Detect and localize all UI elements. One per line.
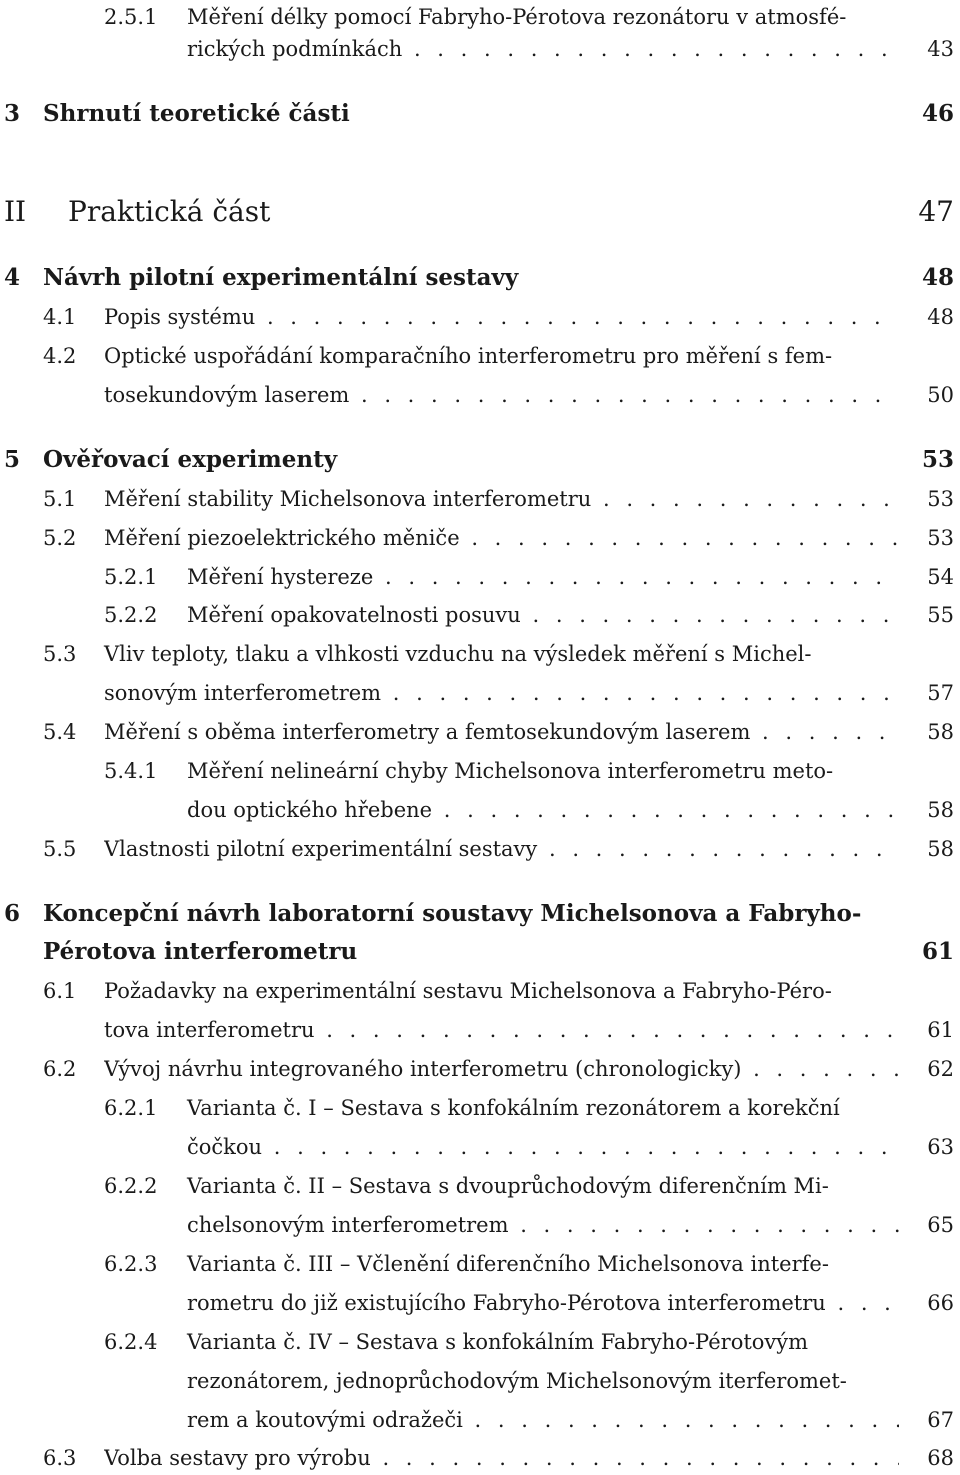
toc-entry-subsection[interactable]	[0, 598, 960, 632]
toc-entry-chapter[interactable]	[0, 261, 960, 295]
entry-page: 61	[927, 1018, 954, 1042]
entry-title: Popis systému . . .	[104, 300, 899, 334]
toc-entry-continuation[interactable]	[0, 1403, 960, 1437]
entry-title: Praktická část	[68, 195, 271, 228]
toc-entry-continuation[interactable]	[0, 1208, 960, 1242]
toc-entry-section[interactable]	[0, 482, 960, 516]
toc-entry-section[interactable]	[0, 974, 960, 1008]
entry-title: rem a koutovými odražeči . . .	[187, 1403, 899, 1437]
entry-page: 65	[927, 1213, 954, 1237]
entry-page: 54	[927, 565, 954, 589]
toc-entry-subsection[interactable]	[0, 1325, 960, 1359]
entry-number: 5.2.2	[104, 603, 158, 627]
toc-entry-continuation[interactable]	[0, 1013, 960, 1047]
entry-page: 58	[927, 798, 954, 822]
entry-page: 53	[927, 487, 954, 511]
toc-entry-continuation[interactable]	[0, 32, 960, 66]
entry-number: 6.1	[43, 979, 77, 1003]
toc-entry-section[interactable]	[0, 1052, 960, 1086]
entry-title: Měření s oběma interferometry a femtosekundovým laserem . . .	[104, 715, 899, 749]
toc-entry-subsection[interactable]	[0, 1169, 960, 1203]
toc-entry-section[interactable]	[0, 521, 960, 555]
toc-entry-continuation[interactable]	[0, 793, 960, 827]
entry-title: Vlastnosti pilotní experimentální sestavy . . .	[104, 832, 899, 866]
entry-title: Varianta č. III – Včlenění diferenčního Michelsonova interfe-	[187, 1252, 829, 1276]
entry-page: 46	[921, 100, 954, 127]
entry-number: 6.2.1	[104, 1096, 158, 1120]
entry-number: 2.5.1	[104, 5, 158, 29]
toc-entry-subsection[interactable]	[0, 754, 960, 788]
entry-title: tosekundovým laserem . . .	[104, 378, 899, 412]
entry-title: tova interferometru . . .	[104, 1013, 899, 1047]
toc-entry-chapter[interactable]	[0, 897, 960, 931]
entry-number: 6.2.2	[104, 1174, 158, 1198]
entry-title: Měření stability Michelsonova interferometru . . .	[104, 482, 899, 516]
entry-title: rezonátorem, jednoprůchodovým Michelsonovým iterferomet-	[187, 1369, 847, 1393]
entry-page: 50	[927, 383, 954, 407]
entry-title: Pérotova interferometru	[43, 938, 358, 965]
entry-title: Varianta č. IV – Sestava s konfokálním Fabryho-Pérotovým	[187, 1330, 809, 1354]
entry-page: 66	[927, 1291, 954, 1315]
entry-title: Vliv teploty, tlaku a vlhkosti vzduchu na výsledek měření s Michel-	[104, 642, 812, 666]
entry-number: 6.2	[43, 1057, 77, 1081]
entry-title: Měření piezoelektrického měniče . . .	[104, 521, 899, 555]
entry-number: 4.2	[43, 344, 77, 368]
entry-page: 57	[927, 681, 954, 705]
toc-entry-subsection[interactable]	[0, 1091, 960, 1125]
entry-number: 5	[4, 446, 21, 473]
toc-entry-continuation[interactable]	[0, 378, 960, 412]
entry-page: 53	[921, 446, 954, 473]
entry-title: Měření délky pomocí Fabryho-Pérotova rezonátoru v atmosfé-	[187, 5, 847, 29]
toc-entry-part[interactable]	[0, 192, 960, 232]
entry-page: 48	[927, 305, 954, 329]
entry-title: Měření nelineární chyby Michelsonova interferometru meto-	[187, 759, 834, 783]
entry-page: 63	[927, 1135, 954, 1159]
entry-page: 68	[927, 1446, 954, 1470]
entry-page: 58	[927, 837, 954, 861]
entry-page: 47	[918, 195, 954, 228]
entry-number: 4.1	[43, 305, 77, 329]
entry-page: 55	[927, 603, 954, 627]
toc-entry[interactable]	[0, 0, 960, 34]
entry-number: 3	[4, 100, 21, 127]
entry-title: Varianta č. II – Sestava s dvouprůchodovým diferenčním Mi-	[187, 1174, 829, 1198]
entry-number: II	[4, 195, 27, 228]
toc-entry-section[interactable]	[0, 339, 960, 373]
entry-title: rometru do již existujícího Fabryho-Pérotova interferometru . . .	[187, 1286, 899, 1320]
toc-entry-section[interactable]	[0, 832, 960, 866]
entry-title: čočkou . . .	[187, 1130, 899, 1164]
entry-page: 43	[927, 37, 954, 61]
entry-page: 58	[927, 720, 954, 744]
entry-title: Volba sestavy pro výrobu . . .	[104, 1441, 899, 1475]
toc-entry-section[interactable]	[0, 715, 960, 749]
entry-title: rických podmínkách . . .	[187, 32, 897, 66]
toc-entry-subsection[interactable]	[0, 560, 960, 594]
entry-number: 6.3	[43, 1446, 77, 1470]
entry-title: Optické uspořádání komparačního interferometru pro měření s fem-	[104, 344, 833, 368]
entry-title: chelsonovým interferometrem . . .	[187, 1208, 899, 1242]
entry-title: Varianta č. I – Sestava s konfokálním rezonátorem a korekční	[187, 1096, 840, 1120]
entry-number: 5.2.1	[104, 565, 158, 589]
entry-number: 5.4.1	[104, 759, 158, 783]
entry-title: dou optického hřebene . . .	[187, 793, 899, 827]
entry-title: Měření hystereze . . .	[187, 560, 899, 594]
entry-title: Koncepční návrh laboratorní soustavy Michelsonova a Fabryho-	[43, 900, 862, 927]
entry-title: Návrh pilotní experimentální sestavy	[43, 264, 519, 291]
entry-number: 6	[4, 900, 21, 927]
entry-title: Měření opakovatelnosti posuvu . . .	[187, 598, 899, 632]
toc-entry-section[interactable]	[0, 300, 960, 334]
toc-entry-subsection[interactable]	[0, 1247, 960, 1281]
entry-number: 5.2	[43, 526, 77, 550]
entry-title: sonovým interferometrem . . .	[104, 676, 899, 710]
toc-entry-chapter-continuation[interactable]	[0, 935, 960, 969]
entry-title: Vývoj návrhu integrovaného interferometru (chronologicky) . . .	[104, 1052, 899, 1086]
entry-number: 5.1	[43, 487, 77, 511]
entry-page: 62	[927, 1057, 954, 1081]
entry-title: Shrnutí teoretické části	[43, 100, 350, 127]
entry-title: Požadavky na experimentální sestavu Michelsonova a Fabryho-Péro-	[104, 979, 832, 1003]
entry-page: 67	[927, 1408, 954, 1432]
entry-number: 5.3	[43, 642, 77, 666]
toc-entry-chapter[interactable]	[0, 97, 960, 131]
toc-entry-section[interactable]	[0, 637, 960, 671]
toc-entry-continuation[interactable]	[0, 1364, 960, 1398]
entry-number: 5.5	[43, 837, 77, 861]
toc-entry-section[interactable]	[0, 1441, 960, 1475]
entry-number: 6.2.3	[104, 1252, 158, 1276]
entry-page: 53	[927, 526, 954, 550]
entry-number: 5.4	[43, 720, 77, 744]
toc-entry-continuation[interactable]	[0, 1130, 960, 1164]
toc-entry-continuation[interactable]	[0, 676, 960, 710]
toc-entry-chapter[interactable]	[0, 443, 960, 477]
entry-number: 6.2.4	[104, 1330, 158, 1354]
toc-entry-continuation[interactable]	[0, 1286, 960, 1320]
entry-number: 4	[4, 264, 21, 291]
entry-title: Ověřovací experimenty	[43, 446, 338, 473]
entry-page: 61	[921, 938, 954, 965]
entry-page: 48	[921, 264, 954, 291]
